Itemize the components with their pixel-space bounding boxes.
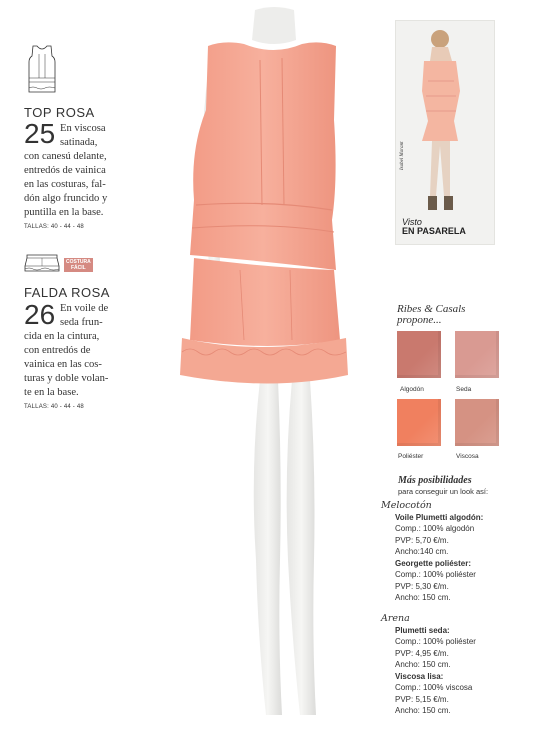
category-melocoton: Melocotón [381,500,432,511]
top-description [24,118,154,220]
product-name: Voile Plumetti algodón: [395,513,484,522]
product-line: Ancho: 150 cm. [395,593,451,603]
badge-line: COSTURA [66,259,91,265]
product-line: PVP: 4,95 €/m. [395,648,449,658]
caption-line: Visto [402,217,422,227]
product-line: Ancho: 150 cm. [395,706,451,716]
swatch-poliester [397,399,441,446]
runway-caption [402,218,466,236]
easy-sewing-badge [64,258,93,272]
product-name: Plumetti seda: [395,626,450,635]
skirt-title: FALDA ROSA [24,285,110,300]
top-number: 25 [24,118,56,149]
product-line: Comp.: 100% poliéster [395,637,476,647]
more-title: Más posibilidades [398,475,472,486]
product-line: PVP: 5,15 €/m. [395,694,449,704]
desc-line: puntilla en la base. [24,207,104,218]
product-block [395,625,476,716]
skirt-number: 26 [24,299,56,330]
desc-line: En voile de [60,303,109,314]
top-title: TOP ROSA [24,105,95,120]
desc-line: vainica en las cos- [24,359,102,370]
top-sketch-icon [24,44,60,94]
product-name: Viscosa lisa: [395,672,444,682]
category-arena: Arena [381,613,410,624]
skirt-description [24,299,154,400]
skirt-sizes: TALLAS: 40 - 44 - 48 [24,404,84,410]
swatch-label: Viscosa [456,453,479,460]
swatches-header [397,304,465,326]
swatch-algodon [397,331,441,378]
desc-line: cida en la cintura, [24,331,100,342]
desc-line: con canesú delante, [24,151,107,162]
top-sizes: TALLAS: 40 - 44 - 48 [24,224,84,230]
header-line: propone... [397,314,442,326]
caption-line: EN PASARELA [402,226,466,236]
desc-line: entredós de vainica [24,165,106,176]
product-line: Comp.: 100% poliéster [395,570,476,580]
product-line: PVP: 5,70 €/m. [395,535,449,545]
swatch-label: Poliéster [398,453,424,460]
garment-photo [160,0,390,727]
product-line: Ancho:140 cm. [395,546,449,556]
desc-line: satinada, [60,137,98,148]
product-block [395,512,483,603]
skirt-sketch-icon [24,253,60,273]
more-subtitle: para conseguir un look así: [398,487,489,496]
desc-line: turas y doble volan- [24,373,109,384]
product-line: Comp.: 100% algodón [395,524,475,534]
header-line: Ribes & Casals [397,303,466,315]
product-line: Ancho: 150 cm. [395,659,451,669]
product-line: PVP: 5,30 €/m. [395,581,449,591]
runway-photo [395,20,495,245]
desc-line: en las costuras, fal- [24,179,106,190]
product-line: Comp.: 100% viscosa [395,683,473,693]
runway-credit: Isabel Marant [400,141,405,170]
desc-line: te en la base. [24,387,79,398]
product-name: Georgette poliéster: [395,559,472,569]
desc-line: con entredós de [24,345,91,356]
swatch-seda [455,331,499,378]
desc-line: dón algo fruncido y [24,193,108,204]
desc-line: En viscosa [60,123,106,134]
swatch-label: Algodón [400,386,424,393]
swatch-viscosa [455,399,499,446]
desc-line: seda frun- [60,317,103,328]
badge-line: FÁCIL [71,265,86,271]
swatch-label: Seda [456,386,472,393]
